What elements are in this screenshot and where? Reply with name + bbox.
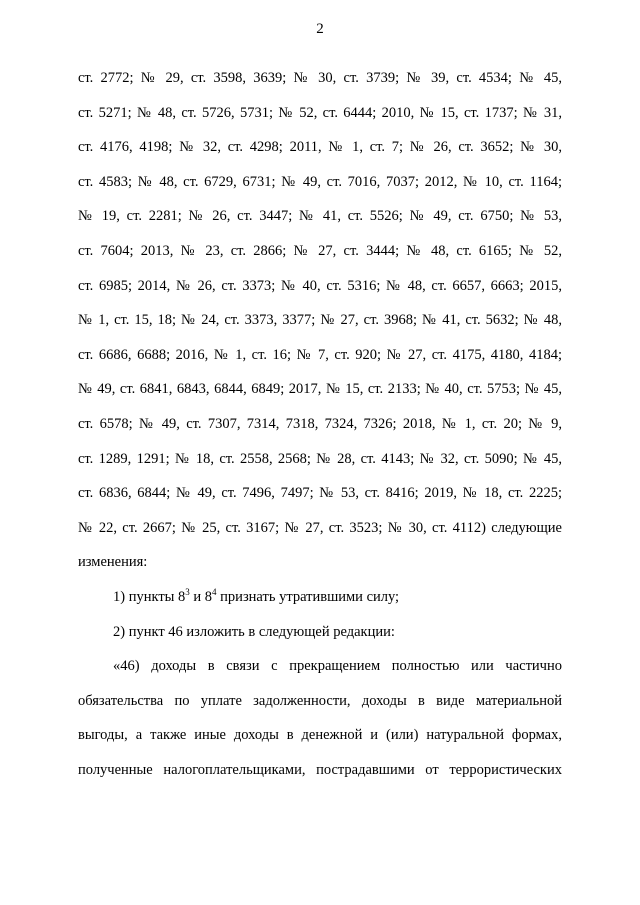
- list-item-1: [78, 587, 562, 622]
- body-line: ст. 6686, 6688; 2016, № 1, ст. 16; № 7, ст. 920; № 27, ст. 4175, 4180, 4184;: [78, 346, 562, 363]
- document-body: [78, 68, 562, 794]
- body-line: № 19, ст. 2281; № 26, ст. 3447; № 41, ст. 5526; № 49, ст. 6750; № 53,: [78, 208, 562, 225]
- list-item-1-suffix: признать утратившими силу;: [216, 588, 400, 605]
- quote-line: обязательства по уплате задолженности, доходы в виде материальной: [78, 692, 562, 709]
- quote-line: «46) доходы в связи с прекращением полностью или частично: [113, 658, 562, 675]
- body-line: ст. 1289, 1291; № 18, ст. 2558, 2568; № 28, ст. 4143; № 32, ст. 5090; № 45,: [78, 450, 562, 467]
- body-line: изменения:: [78, 554, 148, 571]
- page-number: 2: [316, 21, 324, 37]
- list-item-1-prefix: 1) пункты 8: [113, 588, 186, 605]
- body-line: ст. 6578; № 49, ст. 7307, 7314, 7318, 7324, 7326; 2018, № 1, ст. 20; № 9,: [78, 415, 562, 432]
- body-line: ст. 4176, 4198; № 32, ст. 4298; 2011, № 1, ст. 7; № 26, ст. 3652; № 30,: [78, 139, 562, 156]
- body-line: № 49, ст. 6841, 6843, 6844, 6849; 2017, № 15, ст. 2133; № 40, ст. 5753; № 45,: [78, 381, 562, 398]
- quote-line: выгоды, а также иные доходы в денежной и (или) натуральной формах,: [78, 727, 562, 744]
- body-line: ст. 6985; 2014, № 26, ст. 3373; № 40, ст. 5316; № 48, ст. 6657, 6663; 2015,: [78, 277, 562, 294]
- body-line: № 22, ст. 2667; № 25, ст. 3167; № 27, ст. 3523; № 30, ст. 4112) следующие: [78, 519, 562, 536]
- list-item-1-middle: и 8: [189, 588, 213, 605]
- quote-line: полученные налогоплательщиками, пострадавшими от террористических: [78, 761, 562, 778]
- body-line: ст. 7604; 2013, № 23, ст. 2866; № 27, ст. 3444; № 48, ст. 6165; № 52,: [78, 242, 562, 259]
- body-line: ст. 2772; № 29, ст. 3598, 3639; № 30, ст. 3739; № 39, ст. 4534; № 45,: [78, 70, 562, 86]
- list-item-2: 2) пункт 46 изложить в следующей редакции:: [113, 623, 395, 640]
- body-line: № 1, ст. 15, 18; № 24, ст. 3373, 3377; № 27, ст. 3968; № 41, ст. 5632; № 48,: [78, 312, 562, 329]
- superscript: 3: [185, 587, 190, 598]
- body-line: ст. 5271; № 48, ст. 5726, 5731; № 52, ст. 6444; 2010, № 15, ст. 1737; № 31,: [78, 104, 562, 121]
- body-line: ст. 4583; № 48, ст. 6729, 6731; № 49, ст. 7016, 7037; 2012, № 10, ст. 1164;: [78, 173, 562, 190]
- body-line: ст. 6836, 6844; № 49, ст. 7496, 7497; № 53, ст. 8416; 2019, № 18, ст. 2225;: [78, 485, 562, 502]
- superscript: 4: [212, 587, 217, 598]
